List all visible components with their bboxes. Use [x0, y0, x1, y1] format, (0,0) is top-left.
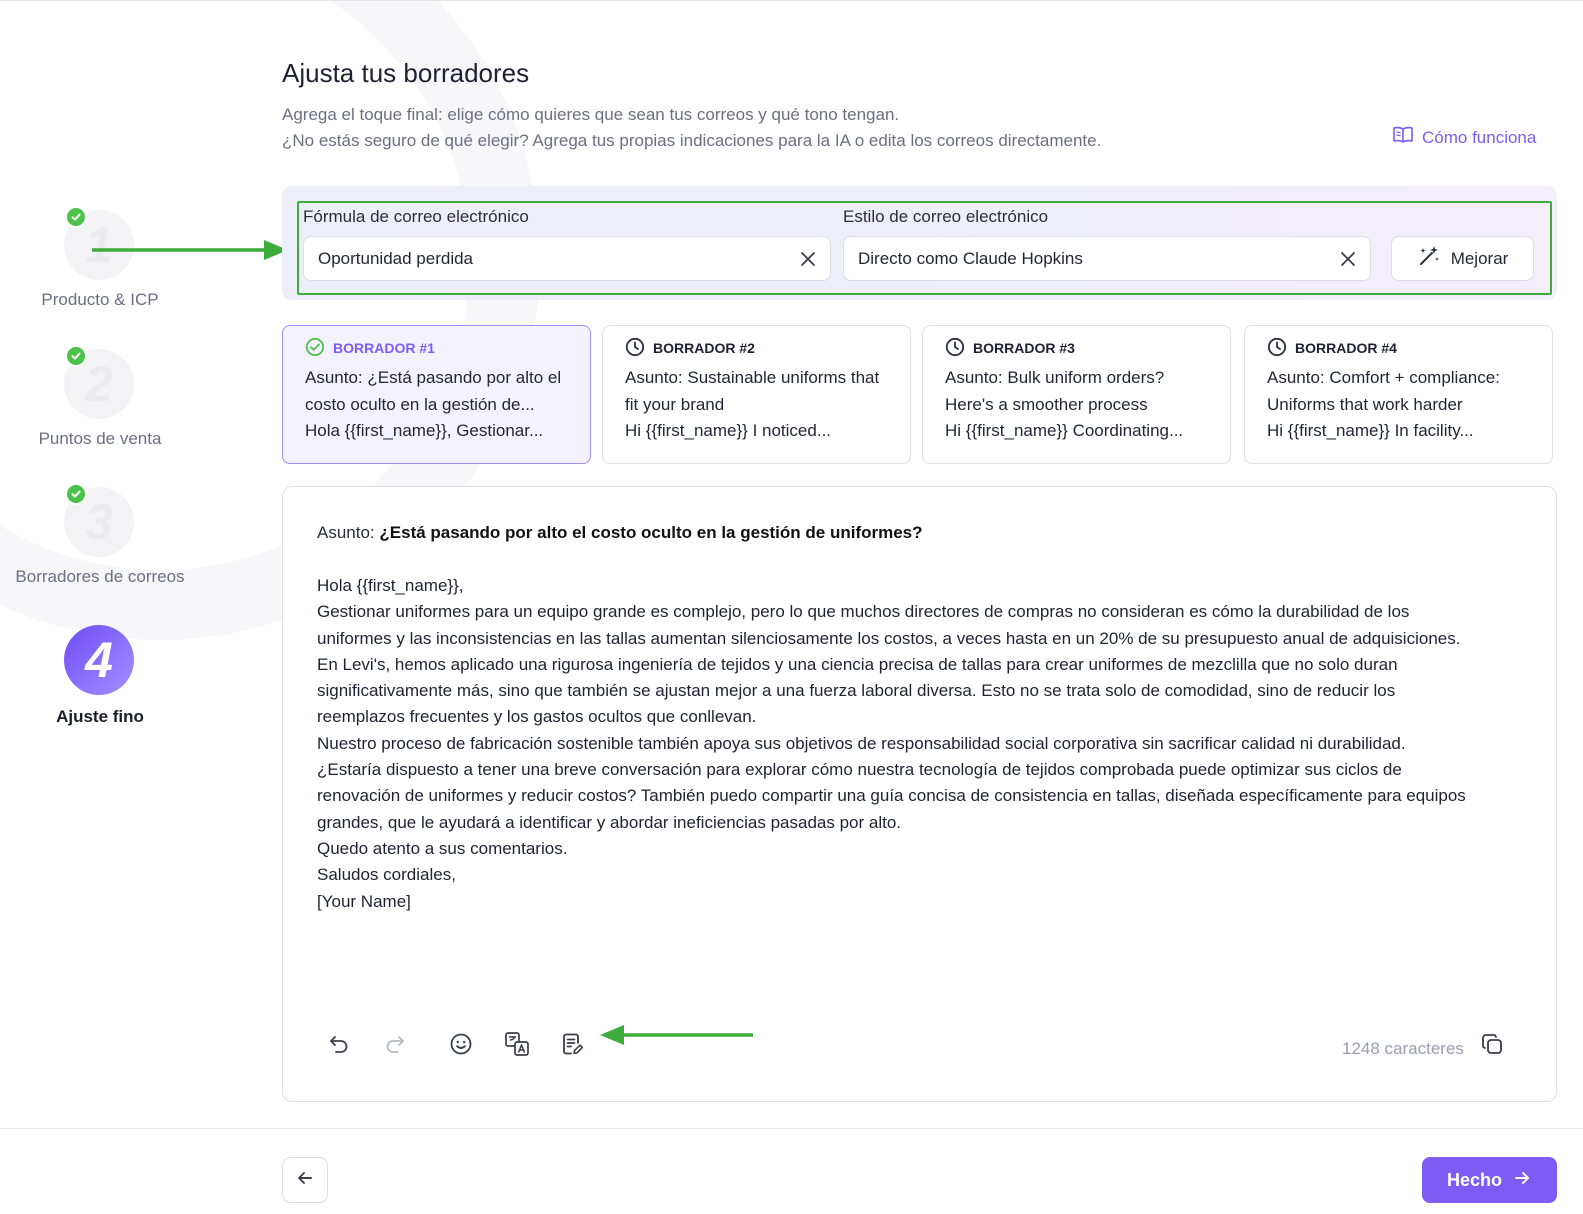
- step-number: 2: [64, 349, 134, 419]
- draft-header: [1267, 338, 1534, 358]
- translate-icon: [504, 1031, 530, 1062]
- body-line: ¿Estaría dispuesto a tener una breve conversación para explorar cómo nuestra tecnología de tejidos comprobada puede optimizar sus ciclos de: [317, 760, 1402, 780]
- emoji-button[interactable]: [447, 1032, 475, 1060]
- copy-icon: [1480, 1032, 1504, 1061]
- draft-line: costo oculto en la gestión de...: [305, 394, 535, 414]
- page-title: Ajusta tus borradores: [282, 58, 530, 88]
- draft-header: [625, 338, 892, 358]
- draft-line: Hola {{first_name}}, Gestionar...: [305, 421, 544, 440]
- check-icon: [65, 206, 87, 228]
- redo-button[interactable]: [381, 1032, 409, 1060]
- annotation-arrow: [598, 1023, 756, 1047]
- page-subtitle: [282, 102, 1101, 154]
- clock-icon: [1267, 337, 1287, 360]
- body-line: Hola {{first_name}},: [317, 576, 464, 595]
- draft-line: fit your brand: [625, 394, 725, 414]
- note-edit-icon: [561, 1032, 585, 1061]
- how-it-works-label: Cómo funciona: [1422, 127, 1537, 147]
- clear-icon[interactable]: [1340, 251, 1356, 267]
- draft-card[interactable]: [1244, 325, 1553, 464]
- check-icon: [65, 345, 87, 367]
- draft-title: BORRADOR #4: [1295, 340, 1397, 356]
- check-icon: [65, 483, 87, 505]
- clock-icon: [625, 337, 645, 360]
- body-line: Saludos cordiales,: [317, 865, 456, 885]
- draft-header: [945, 338, 1212, 358]
- draft-preview: [305, 365, 572, 445]
- email-subject[interactable]: [317, 523, 923, 543]
- copy-button[interactable]: [1478, 1032, 1506, 1060]
- how-it-works-link[interactable]: [1392, 126, 1536, 149]
- style-value: Directo como Claude Hopkins: [858, 248, 1083, 268]
- body-line: renovación de uniformes y reducir costos? También puedo compartir una guía concisa de consistencia en tallas, diseñada específicamente para equipos: [317, 786, 1466, 806]
- body-line: Quedo atento a sus comentarios.: [317, 838, 568, 858]
- step-number: 1: [64, 210, 134, 280]
- step-label: Producto & ICP: [41, 290, 159, 309]
- draft-line: Hi {{first_name}} In facility...: [1267, 421, 1474, 440]
- character-count: 1248 caracteres: [1342, 1039, 1464, 1058]
- body-line: grandes, que le ayudará a identificar y abordar ineficiencias pasadas por alto.: [317, 812, 902, 832]
- annotation-arrow: [92, 238, 292, 262]
- subtitle-line: Agrega el toque final: elige cómo quieres que sean tus correos y qué tono tengan.: [282, 105, 900, 124]
- improve-button[interactable]: [1391, 236, 1534, 281]
- formula-select[interactable]: [303, 236, 831, 281]
- smile-icon: [449, 1032, 473, 1061]
- email-editor[interactable]: [282, 486, 1557, 1102]
- undo-button[interactable]: [325, 1032, 353, 1060]
- body-line: uniformes y las inconsistencias en las tallas aumentan silenciosamente los costos, a veces hasta en un 20% de su presupuesto anual de adquisiciones.: [317, 628, 1461, 648]
- step-label: Puntos de venta: [38, 429, 162, 448]
- draft-card[interactable]: [602, 325, 911, 464]
- draft-line: Asunto: Sustainable uniforms that: [625, 368, 880, 387]
- subtitle-line: ¿No estás seguro de qué elegir? Agrega tus propias indicaciones para la IA o edita los correos directamente.: [282, 131, 1102, 150]
- arrow-right-icon: [1512, 1168, 1532, 1193]
- body-line: Nuestro proceso de fabricación sostenible también apoya sus objetivos de responsabilidad social corporativa sin sacrificar calidad ni durabilidad.: [317, 733, 1406, 753]
- template-edit-button[interactable]: [559, 1032, 587, 1060]
- clear-icon[interactable]: [800, 251, 816, 267]
- improve-label: Mejorar: [1450, 248, 1509, 268]
- magic-wand-icon: [1417, 245, 1441, 272]
- formula-value: Oportunidad perdida: [318, 248, 474, 268]
- translate-button[interactable]: [503, 1032, 531, 1060]
- body-line: [Your Name]: [317, 891, 411, 911]
- body-line: significativamente más, sino que también se ajustan mejor a una fuerza laboral diversa. Esto no se trata solo de comodidad, sino de reducir los: [317, 681, 1396, 701]
- draft-line: Uniforms that work harder: [1267, 394, 1463, 414]
- step-number: 4: [64, 625, 134, 695]
- draft-preview: [625, 365, 892, 445]
- draft-card[interactable]: [282, 325, 591, 464]
- draft-title: BORRADOR #3: [973, 340, 1075, 356]
- draft-line: Hi {{first_name}} Coordinating...: [945, 421, 1184, 440]
- body-line: Gestionar uniformes para un equipo grande es complejo, pero lo que muchos directores de compras no consideran es cómo la durabilidad de los: [317, 602, 1410, 622]
- subject-text: ¿Está pasando por alto el costo oculto en la gestión de uniformes?: [379, 523, 923, 542]
- draft-title: BORRADOR #2: [653, 340, 755, 356]
- body-line: reemplazos frecuentes y los gastos ocultos que conllevan.: [317, 707, 757, 727]
- subject-prefix: Asunto:: [317, 523, 375, 542]
- draft-preview: [1267, 365, 1534, 445]
- formula-label: Fórmula de correo electrónico: [303, 207, 529, 226]
- top-divider: [0, 0, 1583, 1]
- draft-line: Asunto: Bulk uniform orders?: [945, 368, 1165, 387]
- footer-divider: [0, 1128, 1583, 1129]
- clock-icon: [945, 337, 965, 360]
- draft-header: [305, 338, 572, 358]
- arrow-left-icon: [295, 1168, 315, 1193]
- draft-line: Asunto: Comfort + compliance:: [1267, 368, 1500, 387]
- step-label: Borradores de correos: [15, 567, 185, 586]
- draft-card[interactable]: [922, 325, 1231, 464]
- back-button[interactable]: [282, 1157, 328, 1203]
- check-circle-icon: [305, 337, 325, 360]
- draft-preview: [945, 365, 1212, 445]
- done-label: Hecho: [1446, 1169, 1502, 1190]
- step-label: Ajuste fino: [56, 707, 144, 726]
- style-select[interactable]: [843, 236, 1371, 281]
- draft-title: BORRADOR #1: [333, 340, 435, 356]
- style-label: Estilo de correo electrónico: [843, 207, 1049, 226]
- step-number: 3: [64, 487, 134, 557]
- redo-icon: [384, 1033, 406, 1060]
- book-icon: [1392, 126, 1414, 149]
- draft-line: Here's a smoother process: [945, 394, 1148, 414]
- done-button[interactable]: [1422, 1157, 1557, 1203]
- draft-line: Asunto: ¿Está pasando por alto el: [305, 368, 562, 387]
- draft-line: Hi {{first_name}} I noticed...: [625, 421, 832, 440]
- body-line: En Levi's, hemos aplicado una rigurosa ingeniería de tejidos y una ciencia precisa de tallas para crear uniformes de mezclilla que no solo duran: [317, 654, 1398, 674]
- email-body[interactable]: [317, 573, 1517, 915]
- undo-icon: [328, 1033, 350, 1060]
